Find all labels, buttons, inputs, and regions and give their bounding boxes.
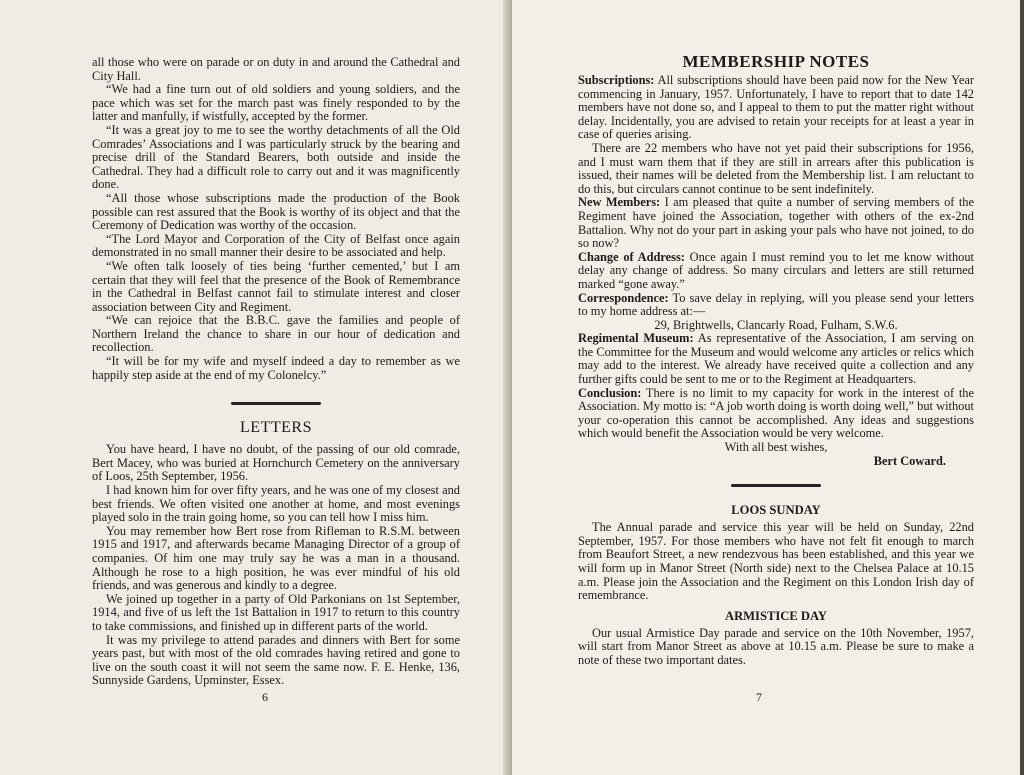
letter-paragraph: You have heard, I have no doubt, of the passing of our old comrade, Bert Macey, who was buried at Hornchurch Cemetery on the anniversary of Loos, 25th September, 1956.	[92, 442, 460, 484]
subscriptions-paragraph	[578, 74, 974, 142]
body-paragraph: “We had a fine turn out of old soldiers and young soldiers, and the pace which was set for the march past was finely responded to by the latter and manfully, if wistfully, accepted by the former.	[92, 82, 460, 124]
body-paragraph: “It was a great joy to me to see the worthy detachments of all the Old Comrades’ Associations and I was particularly struck by the bearing and precise drill of the Standard Bearers, both outside and inside the Cathedral. They had a difficult role to carry out and it was magnificently done.	[92, 122, 460, 192]
body-paragraph: all those who were on parade or on duty in and around the Cathedral and City Hall.	[92, 55, 460, 83]
body-paragraph: “It will be for my wife and myself indeed a day to remember as we happily step aside at the end of my Colonelcy.”	[92, 354, 460, 382]
membership-notes-heading: MEMBERSHIP NOTES	[682, 52, 870, 71]
regimental-museum-text: As representative of the Association, I am serving on the Committee for the Museum and would welcome any articles or relics which may add to the interest. We already have received quite a collection and any further gifts could be sent to me or to the Regiment at Headquarters.	[578, 331, 974, 387]
body-paragraph: “All those whose subscriptions made the production of the Book possible can rest assured that the Book is worthy of its object and that the Ceremony of Dedication was worthy of the occasion.	[92, 190, 460, 233]
correspondence-label: Correspondence:	[578, 290, 669, 305]
page-edge-right	[1020, 0, 1024, 775]
correspondence-paragraph	[578, 292, 974, 319]
body-paragraph: “We often talk loosely of ties being ‘further cemented,’ but I am certain that they will feel that the presence of the Book of Remembrance in the Cathedral in Belfast cannot fail to stimulate interest and closer association between City and Regiment.	[92, 258, 460, 314]
signature-line	[578, 455, 974, 469]
letter-paragraph: You may remember how Bert rose from Rifleman to R.S.M. between 1915 and 1917, and afterwards became Managing Director of a group of companies. Of him one may truly say he was a man in a thousand. Although he rose to a high position, he was ever mindful of his old friends, and was generous and kindly to a degree.	[92, 523, 460, 593]
armistice-day-heading: ARMISTICE DAY	[724, 608, 828, 623]
closing-line	[578, 441, 974, 455]
section-divider	[231, 402, 321, 405]
armistice-day-paragraph: Our usual Armistice Day parade and service on the 10th November, 1957, will start from Manor Street as above at 10.15 a.m. Please be sure to make a note of these two important dates.	[578, 625, 974, 667]
regimental-museum-label: Regimental Museum:	[578, 331, 694, 346]
new-members-text: I am pleased that quite a number of serving members of the Regiment have joined the Association, together with others of the ex-2nd Battalion. Why not do your part in asking your pals who have not joined, to do so now?	[578, 195, 974, 251]
loos-sunday-paragraph: The Annual parade and service this year will be held on Sunday, 22nd September, 1957. For those members who have not felt fit enough to march from Beaufort Street, a new rendezvous has been established, and this year we will form up in Manor Street (North side) next to the Chelsea Palace at 10.15 a.m. Please join the Association and the Regiment on this London Irish day of remembrance.	[578, 520, 974, 603]
change-of-address-label: Change of Address:	[578, 249, 685, 264]
conclusion-text: There is no limit to my capacity for work in the interest of the Association. My motto is: “A job worth doing is worth doing well,” but without your co-operation this cannot be accomplished. Any ideas and suggestions which would benefit the Association would be very welcome.	[578, 385, 974, 441]
letters-heading: LETTERS	[240, 419, 312, 437]
letter-paragraph: It was my privilege to attend parades and dinners with Bert for some years past, but with most of the old comrades having retired and gone to live on the south coast it will not seem the same now. F. E. Henke, 136, Sunnyside Gardens, Upminster, Essex.	[92, 632, 460, 688]
loos-sunday-heading: LOOS SUNDAY	[731, 503, 821, 518]
section-divider	[731, 484, 821, 487]
body-paragraph: “We can rejoice that the B.B.C. gave the families and people of Northern Ireland the chance to share in our hour of dedication and recollection.	[92, 313, 460, 355]
conclusion-label: Conclusion:	[578, 385, 642, 400]
conclusion-paragraph	[578, 387, 974, 441]
letter-paragraph: I had known him for over fifty years, and he was one of my closest and best friends. We often visited one another at home, and most evenings played solo in the train going home, so you can tell how I miss him.	[92, 483, 460, 525]
new-members-paragraph	[578, 196, 974, 250]
subscriptions-text: All subscriptions should have been paid now for the New Year commencing in January, 1957. Unfortunately, I have to report that to date 142 members have not done so, and I appeal to them to put the matter right without delay. Incidentally, you are advised to retain your receipts for at least a year in case of queries arising.	[578, 73, 974, 142]
subscriptions-label: Subscriptions:	[578, 73, 655, 87]
regimental-museum-paragraph	[578, 332, 974, 386]
letter-paragraph: We joined up together in a party of Old Parkonians on 1st September, 1914, and five of us left the 1st Battalion in 1917 to return to this country to take commissions, and finished up in different parts of the world.	[92, 591, 460, 633]
change-of-address-paragraph	[578, 251, 974, 292]
new-members-label: New Members:	[578, 195, 661, 210]
closing-text: With all best wishes,	[724, 440, 828, 455]
page-number: 7	[756, 690, 762, 704]
change-of-address-text: Once again I must remind you to let me know without delay any change of address. So many circulars and letters are still returned marked “gone away.”	[578, 249, 974, 291]
subscriptions-paragraph-2: There are 22 members who have not yet paid their subscriptions for 1956, and I must warn them that if they are still in arrears after this publication is issued, their names will be deleted from the Membership list. I am reluctant to do this, but circulars cannot continue to be sent indefinitely.	[578, 140, 974, 196]
home-address: 29, Brightwells, Clancarly Road, Fulham, S.W.6.	[654, 317, 898, 332]
signature: Bert Coward.	[873, 453, 946, 468]
page-number: 6	[262, 690, 268, 704]
right-page	[512, 0, 1024, 775]
body-paragraph: “The Lord Mayor and Corporation of the City of Belfast once again demonstrated in no small manner their desire to be associated and help.	[92, 231, 460, 260]
correspondence-text: To save delay in replying, will you please send your letters to my home address at:—	[578, 290, 974, 319]
